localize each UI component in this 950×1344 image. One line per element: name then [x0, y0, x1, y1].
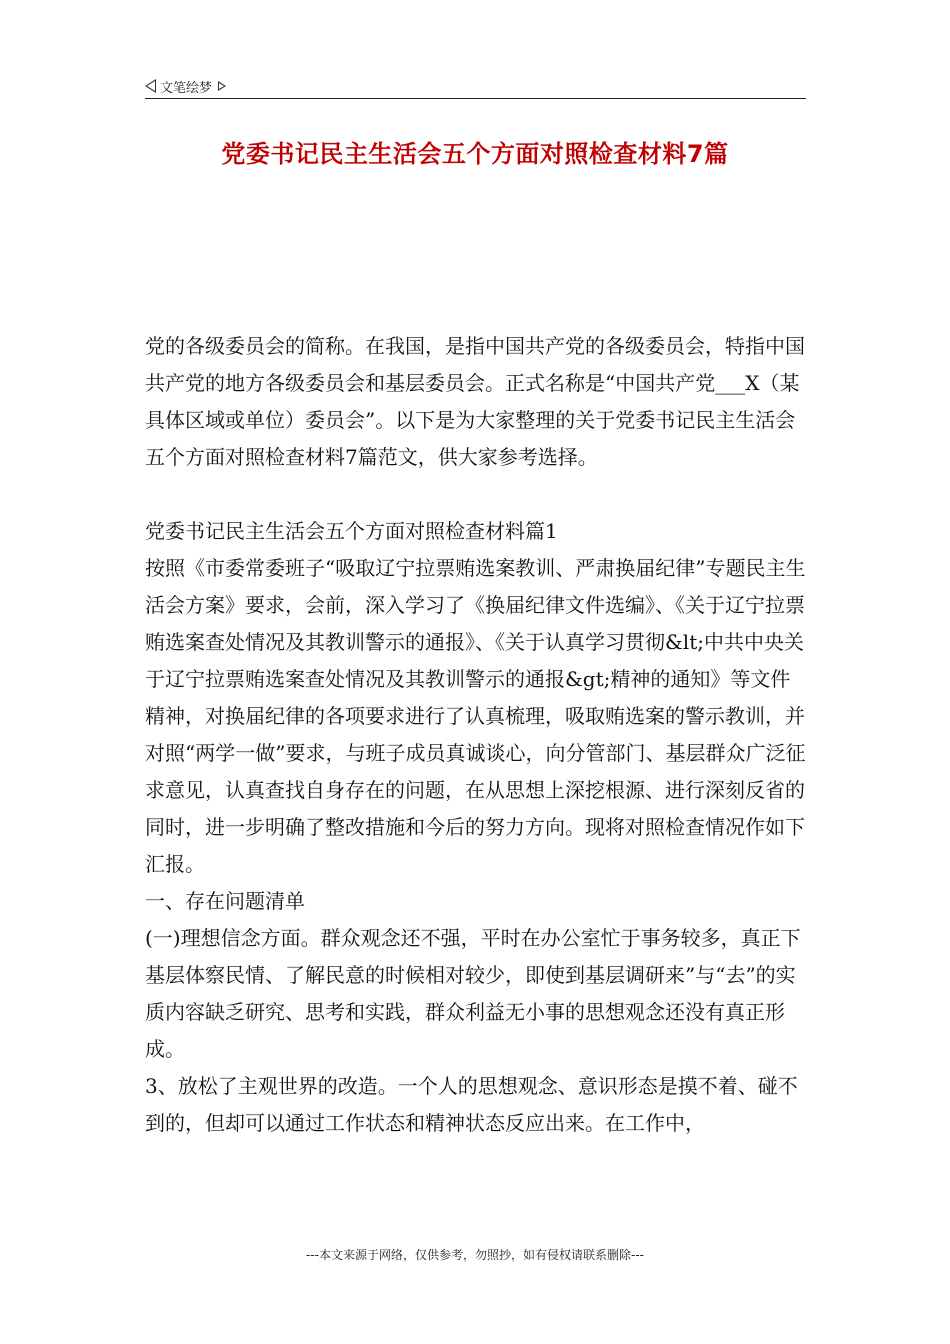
- paragraph-4: 3、放松了主观世界的改造。一个人的思想观念、意识形态是摸不着、碰不到的，但却可以通过工作状态和精神状态反应出来。在工作中，: [145, 1074, 798, 1135]
- paragraph-3: (一)理想信念方面。群众观念还不强，平时在办公室忙于事务较多，真正下基层体察民情、了解民意的时候相对较少，即使到基层调研来”与“去”的实质内容缺乏研究、思考和实践，群众利益无小事的思想观念还没有真正形成。: [145, 926, 801, 1061]
- section-heading: 党委书记民主生活会五个方面对照检查材料篇1: [145, 519, 558, 543]
- triangle-right-icon: [218, 81, 226, 91]
- page-footer: ---本文来源于网络，仅供参考，勿照抄，如有侵权请联系删除---: [306, 1248, 644, 1262]
- header-brand: 文笔绘梦: [160, 80, 213, 96]
- intro-paragraph: 党的各级委员会的简称。在我国，是指中国共产党的各级委员会，特指中国共产党的地方各级委员会和基层委员会。正式名称是“中国共产党___X（某具体区域或单位）委员会”。以下是为大家整理的关于党委书记民主生活会五个方面对照检查材料7篇范文，供大家参考选择。: [145, 334, 805, 469]
- document-body: [145, 328, 810, 1142]
- page-header: [145, 74, 806, 99]
- paragraph-1: 按照《市委常委班子“吸取辽宁拉票贿选案教训、严肃换届纪律”专题民主生活会方案》要求，会前，深入学习了《换届纪律文件选编》、《关于辽宁拉票贿选案查处情况及其教训警示的通报》、《关于认真学习贯彻&lt;中共中央关于辽宁拉票贿选案查处情况及其教训警示的通报&gt;精神的通知》等文件精神，对换届纪律的各项要求进行了认真梳理，吸取贿选案的警示教训，并对照“两学一做”要求，与班子成员真诚谈心，向分管部门、基层群众广泛征求意见，认真查找自身存在的问题，在从思想上深挖根源、进行深刻反省的同时，进一步明确了整改措施和今后的努力方向。现将对照检查情况作如下汇报。: [145, 556, 806, 876]
- document-title: 党委书记民主生活会五个方面对照检查材料7篇: [221, 140, 729, 168]
- triangle-left-icon: [145, 79, 156, 93]
- paragraph-2: 一、存在问题清单: [145, 889, 305, 913]
